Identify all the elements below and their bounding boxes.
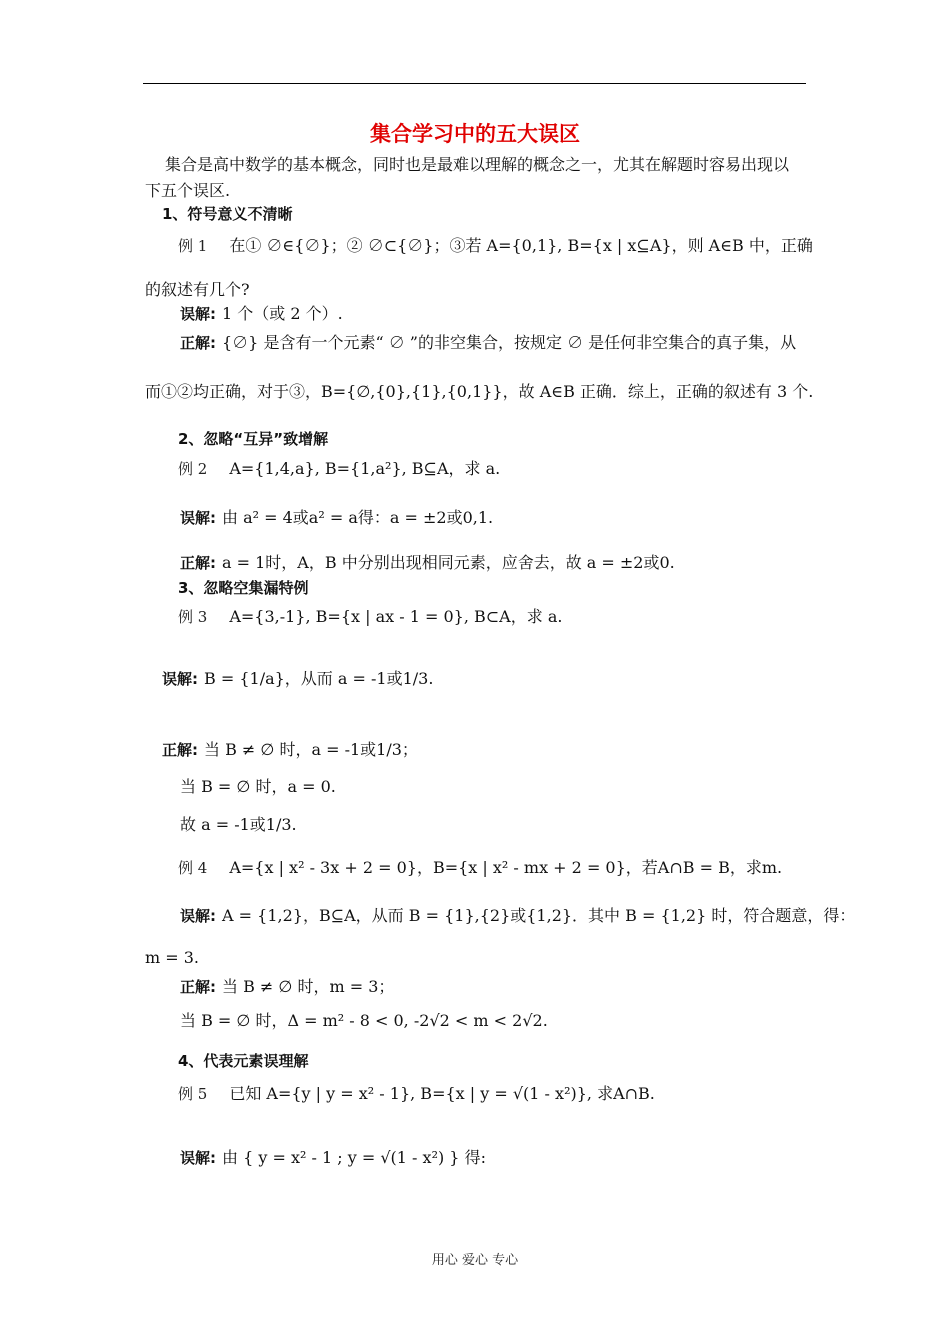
intro-line-2: 下五个误区. bbox=[145, 181, 231, 200]
example-3 bbox=[178, 604, 562, 627]
wrong-text: A = {1,2}，B⊆A，从而 B = {1},{2}或{1,2}．其中 B = {1,2} 时，符合题意，得： bbox=[222, 906, 856, 925]
wrong-answer-5 bbox=[180, 1145, 486, 1168]
example-text: A={3,-1}, B={x | ax - 1 = 0}, B⊂A，求 a. bbox=[229, 607, 563, 626]
wrong-text: 1 个（或 2 个）. bbox=[222, 304, 343, 323]
right-label: 正解: bbox=[180, 978, 216, 996]
intro-line-1: 集合是高中数学的基本概念，同时也是最难以理解的概念之一，尤其在解题时容易出现以 bbox=[165, 155, 790, 174]
wrong-answer-1 bbox=[180, 301, 343, 324]
wrong-label: 误解: bbox=[180, 305, 216, 323]
right-answer-4-line-2: 当 B = ∅ 时，Δ = m² - 8 < 0, -2√2 < m < 2√2. bbox=[180, 1011, 548, 1030]
example-label: 例 5 bbox=[178, 1085, 208, 1103]
example-1 bbox=[178, 233, 813, 256]
example-text: 在① ∅∈{∅}；② ∅⊂{∅}；③若 A={0,1}, B={x | x⊆A}，则 A∈B 中，正确 bbox=[229, 236, 813, 255]
example-2 bbox=[178, 456, 500, 479]
page-title: 集合学习中的五大误区 bbox=[370, 122, 580, 146]
section-2-heading: 2、忽略“互异”致增解 bbox=[178, 430, 329, 448]
right-text: {∅} 是含有一个元素“ ∅ ”的非空集合，按规定 ∅ 是任何非空集合的真子集，从 bbox=[222, 333, 797, 352]
page-footer: 用心 爱心 专心 bbox=[431, 1253, 519, 1268]
wrong-text: B = {1/a}，从而 a = -1或1/3. bbox=[204, 669, 434, 688]
wrong-label: 误解: bbox=[180, 907, 216, 925]
wrong-answer-4 bbox=[180, 903, 855, 926]
example-text: A={x | x² - 3x + 2 = 0}，B={x | x² - mx + 2 = 0}，若A∩B = B，求m. bbox=[229, 858, 783, 877]
wrong-label: 误解: bbox=[180, 1149, 216, 1167]
example-label: 例 4 bbox=[178, 859, 208, 877]
right-label: 正解: bbox=[180, 334, 216, 352]
right-answer-1-cont: 而①②均正确，对于③，B={∅,{0},{1},{0,1}}，故 A∈B 正确．综上，正确的叙述有 3 个. bbox=[145, 382, 814, 401]
right-text: 当 B ≠ ∅ 时，a = -1或1/3； bbox=[204, 740, 418, 759]
wrong-answer-2 bbox=[180, 505, 493, 528]
right-text: a = 1时，A，B 中分别出现相同元素，应舍去，故 a = ±2或0. bbox=[222, 553, 675, 572]
section-4-heading: 4、代表元素误理解 bbox=[178, 1052, 309, 1070]
wrong-answer-3 bbox=[162, 666, 433, 689]
right-answer-3-line-3: 故 a = -1或1/3. bbox=[180, 815, 297, 834]
wrong-text: 由 a² = 4或a² = a得：a = ±2或0,1. bbox=[222, 508, 494, 527]
right-label: 正解: bbox=[162, 741, 198, 759]
right-answer-1 bbox=[180, 330, 796, 353]
example-text: A={1,4,a}, B={1,a²}, B⊆A，求 a. bbox=[229, 459, 501, 478]
example-text: 已知 A={y | y = x² - 1}, B={x | y = √(1 - x²)}, 求A∩B. bbox=[229, 1084, 655, 1103]
wrong-label: 误解: bbox=[162, 670, 198, 688]
example-4 bbox=[178, 855, 782, 878]
right-answer-2 bbox=[180, 550, 675, 573]
wrong-text: 由 { y = x² - 1 ; y = √(1 - x²) } 得: bbox=[222, 1148, 486, 1167]
right-answer-4 bbox=[180, 974, 394, 997]
right-text: 当 B ≠ ∅ 时，m = 3； bbox=[222, 977, 395, 996]
example-label: 例 1 bbox=[178, 237, 208, 255]
right-answer-3 bbox=[162, 737, 418, 760]
section-3-heading: 3、忽略空集漏特例 bbox=[178, 579, 309, 597]
example-label: 例 2 bbox=[178, 460, 208, 478]
example-label: 例 3 bbox=[178, 608, 208, 626]
section-1-heading: 1、符号意义不清晰 bbox=[162, 205, 293, 223]
example-5 bbox=[178, 1081, 655, 1104]
example-1-cont: 的叙述有几个? bbox=[145, 280, 250, 299]
header-rule bbox=[143, 83, 806, 84]
wrong-answer-4-cont: m = 3. bbox=[145, 948, 200, 967]
wrong-label: 误解: bbox=[180, 509, 216, 527]
right-label: 正解: bbox=[180, 554, 216, 572]
right-answer-3-line-2: 当 B = ∅ 时，a = 0. bbox=[180, 777, 336, 796]
